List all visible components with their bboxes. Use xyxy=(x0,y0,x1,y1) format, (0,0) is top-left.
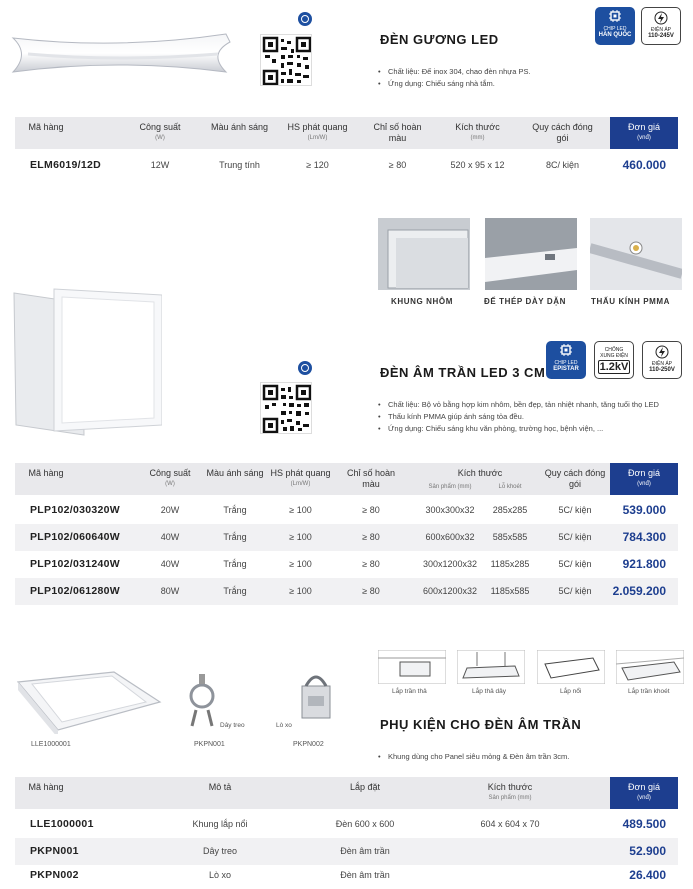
header-price-cell xyxy=(610,117,678,149)
header-pack: Quy cách đóng gói xyxy=(532,122,593,143)
header-lumen-label: HS phát quang xyxy=(287,122,348,132)
header-size: Kích thước xyxy=(457,468,503,478)
row-install: Đèn 600 x 600 xyxy=(335,819,395,829)
header-price-unit: (vnđ) xyxy=(637,481,651,487)
bullet-item: • Ứng dụng: Chiếu sáng khu văn phòng, trường học, bệnh viện, ... xyxy=(378,423,683,435)
header-lumen-unit: (Lm/W) xyxy=(290,481,311,487)
row-power: 80W xyxy=(160,586,180,596)
row-code: PKPN002 xyxy=(30,869,79,881)
header-code: Mã hàng xyxy=(28,122,64,132)
bullet-item: • Chất liệu: Đế inox 304, chao đèn nhựa PS. xyxy=(378,66,678,78)
row-cri: ≥ 80 xyxy=(362,586,380,596)
header-price xyxy=(610,122,678,143)
table-row xyxy=(15,838,678,865)
panel-light-image xyxy=(12,285,162,445)
table-row xyxy=(15,524,678,551)
row-code: LLE1000001 xyxy=(30,818,94,830)
voltage-badge-line1: ĐIỆN ÁP xyxy=(651,361,672,367)
row-price: 539.000 xyxy=(622,503,666,517)
row-code: PLP102/030320W xyxy=(30,504,121,516)
bullet-item xyxy=(378,411,683,423)
header-price-unit: (vnđ) xyxy=(637,135,651,141)
feature-caption: THẤU KÍNH PMMA xyxy=(591,297,671,306)
voltage-badge xyxy=(641,7,681,45)
header-price-cell xyxy=(610,777,678,809)
table-row xyxy=(15,497,678,524)
header-size xyxy=(470,782,550,803)
install-drop-ceiling-image xyxy=(378,650,446,684)
header-power-label: Công suất xyxy=(139,122,181,132)
bullet-item: • Chất liệu: Bộ vỏ bằng hợp kim nhôm, bền đẹp, tản nhiệt nhanh, tăng tuổi thọ LED xyxy=(378,399,683,411)
header-lumen xyxy=(280,122,355,143)
bullet-item: • Khung dùng cho Panel siêu mỏng & Đèn âm trần 3cm. xyxy=(378,751,678,763)
row-install: Đèn âm trần xyxy=(340,870,390,880)
product-label: LLE1000001 xyxy=(31,741,71,748)
header-price xyxy=(610,782,678,803)
header-power-label: Công suất xyxy=(149,468,191,478)
table-row xyxy=(15,152,678,179)
header-code: Mã hàng xyxy=(28,468,64,478)
row-hole: 1185x585 xyxy=(490,586,530,596)
header-power-unit: (W) xyxy=(165,481,175,487)
row-power: 12W xyxy=(150,160,170,170)
section3-title: PHỤ KIỆN CHO ĐÈN ÂM TRẦN xyxy=(380,717,582,732)
row-price: 52.900 xyxy=(629,844,666,858)
row-lumen: ≥ 120 xyxy=(306,160,329,170)
row-size: 520 x 95 x 12 xyxy=(450,160,505,170)
header-size-hole-label: Lỗ khoét xyxy=(498,484,522,490)
header-price-label: Đơn giá xyxy=(628,468,660,478)
row-pack: 5C/ kiện xyxy=(558,559,592,569)
header-size-label: Kích thước xyxy=(487,782,533,792)
install-type-label: Lắp trần khoét xyxy=(628,688,670,695)
row-power: 40W xyxy=(160,532,180,542)
row-price: 489.500 xyxy=(622,817,666,831)
row-power: 20W xyxy=(160,505,180,515)
globe-icon[interactable] xyxy=(298,361,312,375)
product-label: PKPN002 xyxy=(293,741,324,748)
header-size-label: Kích thước xyxy=(455,122,500,132)
row-lumen: ≥ 100 xyxy=(289,532,312,542)
voltage-badge xyxy=(642,341,682,379)
table-row xyxy=(15,551,678,578)
header-install: Lắp đặt xyxy=(349,782,381,792)
table2-header xyxy=(15,463,678,495)
feature-aluminum-frame-image xyxy=(378,218,470,290)
row-pack: 5C/ kiện xyxy=(558,532,592,542)
surge-badge-value: 1.2kV xyxy=(599,361,629,373)
row-color: Trung tính xyxy=(219,160,260,170)
row-color: Trắng xyxy=(223,559,247,569)
header-lumen-label: HS phát quang xyxy=(270,468,331,478)
row-size: 300x1200x32 xyxy=(422,559,478,569)
header-lumen-unit: (Lm/W) xyxy=(307,135,328,141)
lightning-icon xyxy=(655,345,669,359)
product-label: PKPN001 xyxy=(194,741,225,748)
row-desc: Dây treo xyxy=(202,846,237,856)
surge-badge-line1: CHỐNG xyxy=(604,347,624,353)
header-power xyxy=(135,468,205,489)
header-color: Màu ánh sáng xyxy=(206,468,264,478)
qr-code[interactable] xyxy=(260,34,312,86)
header-cri: Chỉ số hoàn màu xyxy=(373,122,422,143)
chip-icon xyxy=(558,344,574,358)
row-size: 300x300x32 xyxy=(425,505,475,515)
section2-bullets xyxy=(378,399,683,435)
section2-title: ĐÈN ÂM TRẦN LED 3 CM xyxy=(380,365,546,380)
header-color: Màu ánh sáng xyxy=(210,122,269,132)
row-price: 921.800 xyxy=(622,557,666,571)
row-desc: Lò xo xyxy=(208,870,232,880)
row-size: 604 x 604 x 70 xyxy=(480,819,540,829)
header-size xyxy=(440,122,515,143)
header-cri: Chỉ số hoàn màu xyxy=(346,468,396,489)
install-surface-image xyxy=(537,650,605,684)
row-size: 600x600x32 xyxy=(425,532,475,542)
voltage-badge-line2: 110-245V xyxy=(648,33,674,39)
product-note: Dây treo xyxy=(220,722,245,729)
table-row xyxy=(15,811,678,838)
surge-badge-line2: XUNG ĐIỆN xyxy=(600,353,628,359)
feature-caption: KHUNG NHÔM xyxy=(391,297,453,306)
voltage-badge-line1: ĐIỆN ÁP xyxy=(650,27,671,33)
chip-led-badge-line2: HÀN QUỐC xyxy=(598,32,632,38)
row-desc: Khung lắp nổi xyxy=(192,819,248,829)
header-code: Mã hàng xyxy=(28,782,64,792)
row-lumen: ≥ 100 xyxy=(289,559,312,569)
header-desc: Mô tả xyxy=(208,782,232,792)
row-cri: ≥ 80 xyxy=(362,505,380,515)
header-price-cell xyxy=(610,463,678,495)
surface-frame-image xyxy=(14,668,164,734)
row-code: ELM6019/12D xyxy=(30,159,102,171)
globe-icon[interactable] xyxy=(298,12,312,26)
header-price-unit: (vnđ) xyxy=(637,795,651,801)
header-size-product-label: Sản phẩm (mm) xyxy=(428,484,472,490)
bullet-item: • Ứng dụng: Chiếu sáng nhà tắm. xyxy=(378,78,678,90)
header-pack: Quy cách đóng gói xyxy=(544,468,606,489)
row-price: 2.059.200 xyxy=(612,584,666,598)
hanging-wire-image xyxy=(186,670,218,728)
header-size-unit: (mm) xyxy=(470,135,485,141)
product-note: Lò xo xyxy=(276,722,292,729)
row-lumen: ≥ 100 xyxy=(289,586,312,596)
header-size-hole xyxy=(485,482,535,492)
row-hole: 1185x285 xyxy=(490,559,530,569)
header-price-label: Đơn giá xyxy=(628,122,660,132)
row-cri: ≥ 80 xyxy=(362,559,380,569)
row-power: 40W xyxy=(160,559,180,569)
chip-led-badge-line1: CHIP LED xyxy=(603,26,627,32)
chip-led-badge xyxy=(546,341,586,379)
header-size-product xyxy=(415,482,485,492)
qr-code[interactable] xyxy=(260,382,312,434)
row-color: Trắng xyxy=(223,505,247,515)
install-recessed-image xyxy=(616,650,684,684)
spring-clip-image xyxy=(296,668,336,730)
row-hole: 285x285 xyxy=(492,505,528,515)
bullet-continuation: Thấu kính PMMA giúp ánh sáng tỏa đều. xyxy=(388,412,524,421)
voltage-badge-line2: 110-250V xyxy=(649,367,675,373)
header-lumen xyxy=(263,468,338,489)
section1-bullets xyxy=(378,66,678,90)
install-type-label: Lắp nổi xyxy=(560,688,582,695)
row-pack: 5C/ kiện xyxy=(558,586,592,596)
row-price: 784.300 xyxy=(622,530,666,544)
chip-led-badge xyxy=(595,7,635,45)
header-power xyxy=(125,122,195,143)
row-size: 600x1200x32 xyxy=(422,586,478,596)
feature-pmma-lens-image xyxy=(590,218,682,290)
row-price: 460.000 xyxy=(622,158,666,172)
lightning-icon xyxy=(654,11,668,25)
section3-bullets xyxy=(378,751,678,763)
row-code: PKPN001 xyxy=(30,845,79,857)
feature-steel-base-image xyxy=(485,218,577,290)
surge-protection-badge xyxy=(594,341,634,379)
install-type-label: Lắp trần thả xyxy=(392,688,427,695)
row-code: PLP102/060640W xyxy=(30,531,121,543)
chip-icon xyxy=(607,10,623,24)
row-code: PLP102/061280W xyxy=(30,585,121,597)
row-color: Trắng xyxy=(223,532,247,542)
header-price xyxy=(610,468,678,489)
row-cri: ≥ 80 xyxy=(388,160,407,170)
install-suspended-image xyxy=(457,650,525,684)
section1-title: ĐÈN GƯƠNG LED xyxy=(380,32,499,47)
header-size-unit: Sản phẩm (mm) xyxy=(488,795,532,801)
header-price-label: Đơn giá xyxy=(628,782,660,792)
mirror-lamp-image xyxy=(8,28,233,78)
install-type-label: Lắp thả dây xyxy=(472,688,506,695)
row-color: Trắng xyxy=(223,586,247,596)
table3-header xyxy=(15,777,678,809)
row-price: 26.400 xyxy=(629,868,666,882)
row-code: PLP102/031240W xyxy=(30,558,121,570)
table-row xyxy=(15,578,678,605)
row-pack: 5C/ kiện xyxy=(558,505,592,515)
feature-caption: ĐẾ THÉP DÀY DẶN xyxy=(484,297,567,306)
chip-led-badge-line2: EPISTAR xyxy=(553,366,579,372)
chip-led-badge-line1: CHIP LED xyxy=(554,360,578,366)
table-row xyxy=(15,862,678,889)
header-power-unit: (W) xyxy=(155,135,165,141)
row-cri: ≥ 80 xyxy=(362,532,380,542)
table1-header xyxy=(15,117,678,149)
row-hole: 585x585 xyxy=(492,532,528,542)
row-lumen: ≥ 100 xyxy=(289,505,312,515)
row-install: Đèn âm trần xyxy=(340,846,390,856)
row-pack: 8C/ kiện xyxy=(545,160,580,170)
